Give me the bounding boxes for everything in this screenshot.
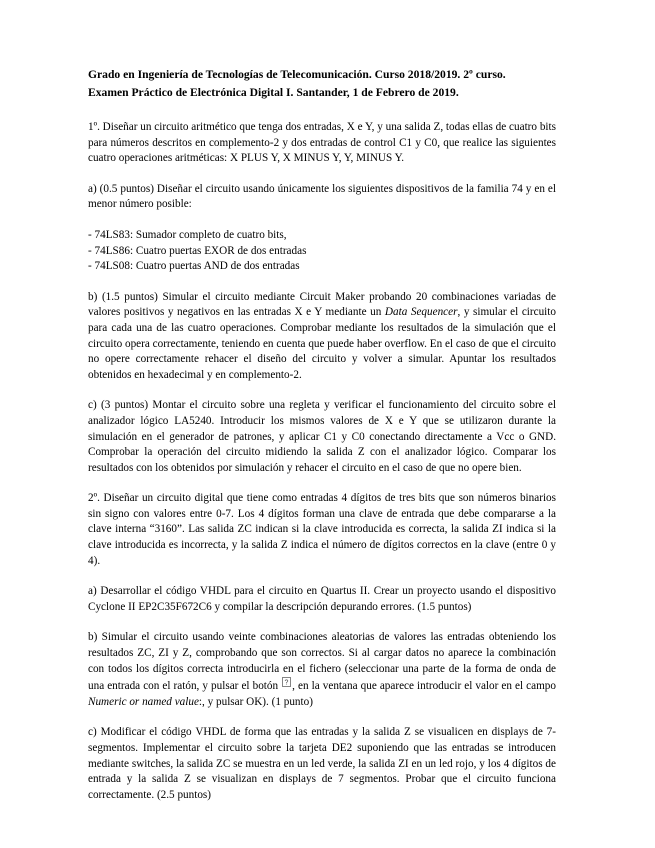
q1-part-b-text-1: b) (1.5 puntos) Simular el circuito mediante Circuit Maker probando 20 combinaciones variadas de valores positivos y negativos en las entradas X e Y mediante un (88, 290, 556, 319)
q1-part-b (88, 290, 556, 384)
header-line-2: Examen Práctico de Electrónica Digital I. Santander, 1 de Febrero de 2019. (88, 86, 459, 99)
device-list (88, 228, 556, 275)
q2-part-b (88, 630, 556, 710)
q1-part-b-text-2: , y simular el circuito para cada una de las cuatro operaciones. Comprobar mediante los resultados de la simulación que el circuito opera correctamente, teniendo en cuenta que puede haber overflow. En el caso de que el circuito no opere correctamente rehacer el diseño del circuito y volver a simular. Apuntar los resultados obtenidos en hexadecimal y en complemento-2. (88, 306, 556, 381)
device-item: - 74LS08: Cuatro puertas AND de dos entradas (88, 260, 300, 273)
waveform-value-icon (282, 677, 291, 693)
q2-part-c: c) Modificar el código VHDL de forma que las entradas y la salida Z se visualicen en displays de 7-segmentos. Implementar el circuito sobre la tarjeta DE2 suponiendo que las entradas se introducen mediante switches, la salida ZC se muestra en un led verde, la salida ZI en un led rojo, y los 4 dígitos de entrada y la salida Z se visualizan en displays de 7 segmentos. Probar que el circuito funciona correctamente. (2.5 puntos) (88, 726, 556, 801)
q2-part-a: a) Desarrollar el código VHDL para el circuito en Quartus II. Crear un proyecto usando el dispositivo Cyclone II EP2C35F672C6 y compilar la descripción depurando errores. (1.5 puntos) (88, 585, 556, 613)
device-item: - 74LS86: Cuatro puertas EXOR de dos entradas (88, 244, 307, 257)
q2-part-b-text-3: :, y pulsar OK). (1 punto) (198, 695, 313, 708)
q2-part-b-text-2: , en la ventana que aparece introducir el valor en el campo (292, 680, 556, 693)
q1-part-a: a) (0.5 puntos) Diseñar el circuito usando únicamente los siguientes dispositivos de la familia 74 y en el menor número posible: (88, 182, 556, 211)
data-sequencer-term: Data Sequencer (384, 306, 458, 319)
q1-part-c: c) (3 puntos) Montar el circuito sobre una regleta y verificar el funcionamiento del circuito sobre el analizador lógico LA5240. Introducir los mismos valores de X e Y que se utilizaron durante la simulación en el generador de patrones, y aplicar C1 y C0 conectando directamente a Vcc o GND. Comprobar la operación del circuito midiendo la salida Z con el analizador lógico. Comparar los resultados con los obtenidos por simulación y rehacer el circuito en el caso de que no opere bien. (88, 399, 556, 474)
q1-intro: 1º. Diseñar un circuito aritmético que tenga dos entradas, X e Y, y una salida Z, todas ellas de cuatro bits para números descritos en complemento-2 y dos entradas de control C1 y C0, que realice las siguientes cuatro operaciones aritméticas: X PLUS Y, X MINUS Y, Y, MINUS Y. (88, 121, 556, 165)
q2-intro: 2º. Diseñar un circuito digital que tiene como entradas 4 dígitos de tres bits que son números binarios sin signo con valores entre 0-7. Los 4 dígitos forman una clave de entrada que debe compararse a la clave interna “3160”. Las salida ZC indican si la clave introducida es correcta, la salida ZI indica si la clave introducida es incorrecta, y la salida Z indica el número de dígitos correctos en la clave (entre 0 y 4). (88, 492, 556, 567)
device-item: - 74LS83: Sumador completo de cuatro bits, (88, 228, 287, 241)
exam-header (88, 66, 556, 102)
svg-text:?: ? (284, 679, 289, 687)
numeric-value-term: Numeric or named value (88, 695, 199, 708)
document-content (88, 66, 556, 818)
header-line-1: Grado en Ingeniería de Tecnologías de Telecomunicación. Curso 2018/2019. 2º curso. (88, 68, 506, 81)
q2-part-b-text-1: b) Simular el circuito usando veinte combinaciones aleatorias de valores las entradas obteniendo los resultados ZC, ZI y Z, comprobando que son correctos. Si al cargar datos no aparece la combinación con todos los dígitos correcta introducirla en el fichero (seleccionar una parte de la forma de onda de una entrada con el ratón, y pulsar el botón (88, 631, 556, 693)
